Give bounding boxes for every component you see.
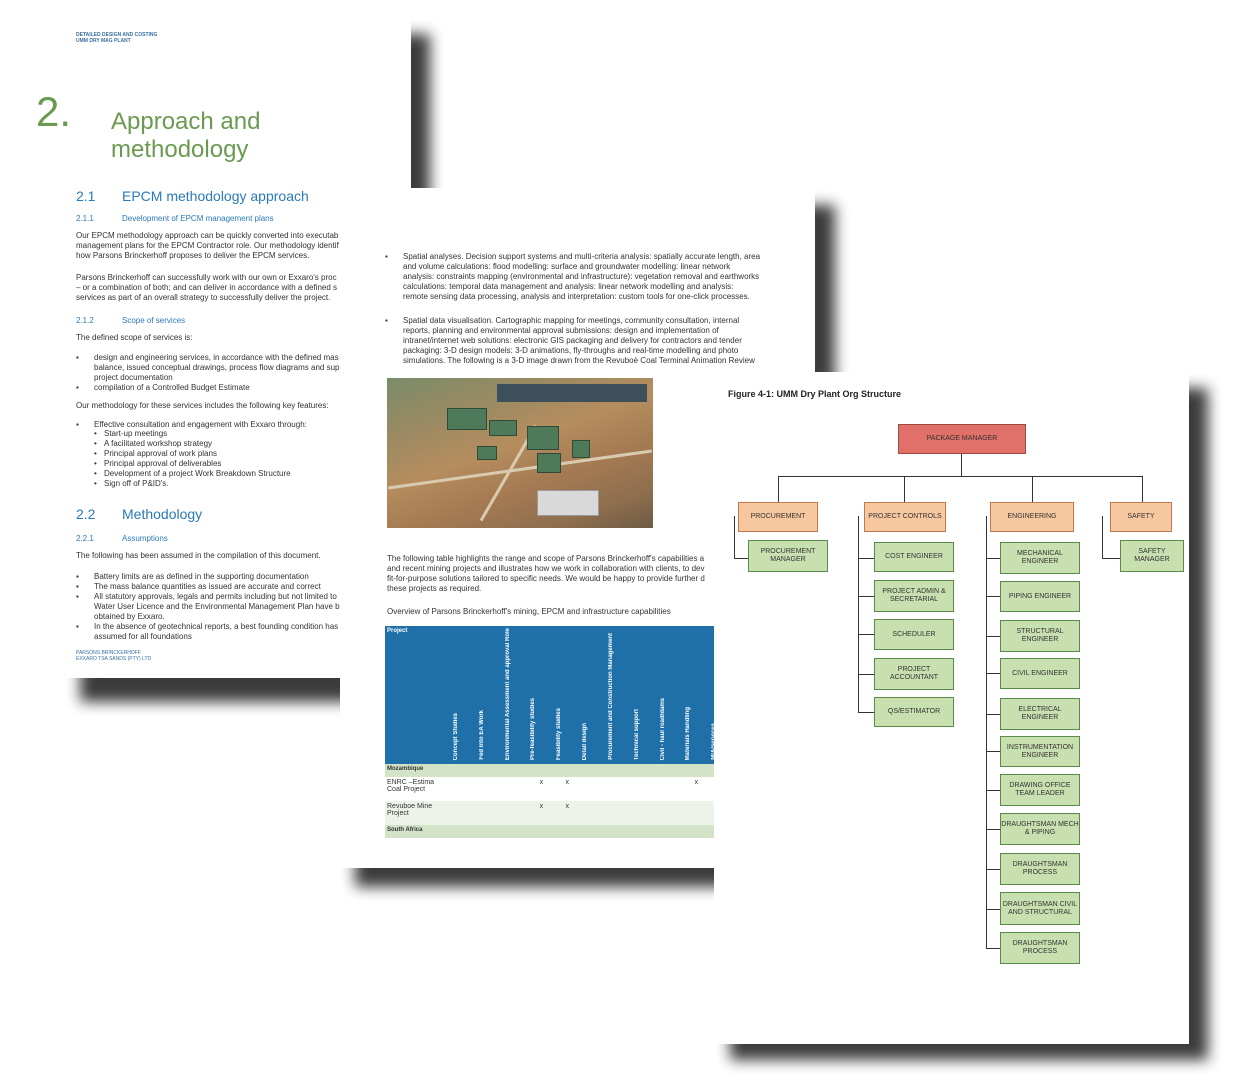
- org-box-engineering: ENGINEERING: [990, 502, 1074, 532]
- table-header-row: [385, 626, 761, 764]
- org-box-scheduler: SCHEDULER: [874, 619, 954, 650]
- paragraph: Our methodology for these services includes the following key features:: [76, 401, 329, 410]
- capabilities-table: [385, 626, 761, 838]
- 3d-site-render-image: [387, 378, 653, 528]
- org-box-instrumentation-engineer: INSTRUMENTATION ENGINEER: [1000, 736, 1080, 767]
- org-box-civil-engineer: CIVIL ENGINEER: [1000, 658, 1080, 689]
- org-box-cost-engineer: COST ENGINEER: [874, 542, 954, 572]
- table-group-row: Mozambique: [385, 764, 761, 777]
- table-caption: Overview of Parsons Brinckerhoff's mining, EPCM and infrastructure capabilities: [387, 607, 671, 616]
- section-heading: 2.2 Methodology: [76, 506, 203, 522]
- subsection-heading: 2.1.2 Scope of services: [76, 316, 186, 325]
- org-box-procurement: PROCUREMENT: [738, 502, 818, 532]
- org-box-draughtsman-process: DRAUGHTSMAN PROCESS: [1000, 932, 1080, 964]
- page-header: DETAILED DESIGN AND COSTING UMM DRY MAG PLANT: [76, 32, 158, 44]
- document-page-3: [714, 372, 1189, 1044]
- chapter-title: Approach and methodology: [111, 108, 261, 163]
- table-header: Civil - haul road/dams: [658, 626, 684, 764]
- org-box-safety-manager: SAFETY MANAGER: [1120, 540, 1184, 572]
- org-box-project-accountant: PROJECT ACCOUNTANT: [874, 658, 954, 690]
- page-footer: PARSONS BRINCKERHOFF EXXARO TSA SANDS (PTY) LTD: [76, 650, 152, 662]
- org-box-project-admin: PROJECT ADMIN & SECRETARIAL: [874, 580, 954, 612]
- org-box-procurement-manager: PROCUREMENT MANAGER: [748, 540, 828, 572]
- org-box-draughtsman-process: DRAUGHTSMAN PROCESS: [1000, 853, 1080, 885]
- bullet-item: ▪ Spatial analyses. Decision support systems and multi-criteria analysis: spatially accurate length, area and volume calculations: flood modelling: surface and groundwater modelling: linear network analysis: constraints mapping (environmental and infrastructure): vegetation removal and earthworks calculations: temporal data management and analysis: linear network modelling and analysis: remote sensing data processing, analysis and interpretation: custom tools for one-click processes.: [385, 252, 761, 301]
- table-header: Technical support: [632, 626, 658, 764]
- table-row: Revuboe Mine Project x x: [385, 801, 761, 825]
- bullet-list: ▪ design and engineering services, in accordance with the defined mas balance, issued conceptual drawings, process flow diagrams and sup project documentation ▪ compilation of a Controlled Budget Estimate: [76, 353, 340, 392]
- org-box-piping-engineer: PIPING ENGINEER: [1000, 581, 1080, 612]
- org-box-project-controls: PROJECT CONTROLS: [864, 502, 946, 532]
- bullet-item: ▪ Spatial data visualisation. Cartographic mapping for meetings, community consultation, internal reports, planning and environmental approval submissions: design and implementation of intranet/internet web solutions: electronic GIS packaging and delivery for contractors and tender packaging: 3-D design models: 3-D animations, fly-throughs and real-time modelling and photo simulations. The following is a 3-D image drawn from the Revuboè Coal Terminal Animation Review: [385, 316, 755, 365]
- paragraph: The defined scope of services is:: [76, 333, 193, 342]
- table-row: ENRC –Estima Coal Project x x x: [387, 779, 699, 794]
- bullet-list: ▪ Battery limits are as defined in the supporting documentation ▪ The mass balance quantities as issued are accurate and correct ▪ All statutory approvals, legals and permits including but not limited to Water User Licence and the Environmental Management Plan have b obtained by Exxaro. ▪ In the absence of geotechnical reports, a best founding condition has assumed for all foundations: [76, 572, 340, 641]
- org-box-drawing-office-team-leader: DRAWING OFFICE TEAM LEADER: [1000, 774, 1080, 806]
- table-header: Materials Handling: [683, 626, 709, 764]
- sub-bullet-list: • Start-up meetings • A facilitated workshop strategy • Principal approval of work plans • Principal approval of deliverables • Development of a project Work Breakdown Structure • Sign off of P&ID's.: [94, 429, 291, 488]
- org-box-structural-engineer: STRUCTURAL ENGINEER: [1000, 620, 1080, 652]
- section-heading: 2.1 EPCM methodology approach: [76, 188, 309, 204]
- bullet-list: ▪ Effective consultation and engagement with Exxaro through:: [76, 420, 307, 429]
- paragraph: The following has been assumed in the compilation of this document.: [76, 551, 321, 560]
- org-box-qs-estimator: QS/ESTIMATOR: [874, 697, 954, 727]
- chapter-number: 2.: [36, 88, 72, 135]
- subsection-heading: 2.1.1 Development of EPCM management plans: [76, 214, 274, 223]
- paragraph: Parsons Brinckerhoff can successfully work with our own or Exxaro's proc – or a combination of both; and can deliver in accordance with a defined s services as part of an overall strategy to successfully deliver the project.: [76, 273, 338, 302]
- paragraph: The following table highlights the range and scope of Parsons Brinckerhoff's capabilities a and recent mining projects and illustrates how we work in collaboration with clients, to dev fit-for-purpose solutions tailored to specific needs. We would be happy to provide further d these projects as required.: [387, 554, 705, 593]
- table-group-row: South Africa: [385, 825, 761, 838]
- table-header: Detail design: [580, 626, 606, 764]
- table-header: Environmental Assessment and approval Role: [503, 626, 529, 764]
- table-header: Feasibility studies: [554, 626, 580, 764]
- subsection-heading: 2.2.1 Assumptions: [76, 534, 168, 543]
- org-box-safety: SAFETY: [1110, 502, 1172, 532]
- table-header: Procurement and Construction Management: [606, 626, 632, 764]
- org-box-mechanical-engineer: MECHANICAL ENGINEER: [1000, 542, 1080, 574]
- org-box-package-manager: PACKAGE MANAGER: [898, 424, 1026, 454]
- figure-title: Figure 4-1: UMM Dry Plant Org Structure: [728, 389, 902, 399]
- table-header: Pre-feasibility studies: [528, 626, 554, 764]
- org-box-electrical-engineer: ELECTRICAL ENGINEER: [1000, 698, 1080, 730]
- table-header: Fed into EA Work: [477, 626, 503, 764]
- table-header-project: Project: [385, 626, 451, 764]
- org-box-draughtsman-civil-structural: DRAUGHTSMAN CIVIL AND STRUCTURAL: [1000, 892, 1080, 925]
- table-header: Concept Studies: [451, 626, 477, 764]
- org-box-draughtsman-mech-piping: DRAUGHTSMAN MECH & PIPING: [1000, 813, 1080, 845]
- paragraph: Our EPCM methodology approach can be quickly converted into executab management plans for the EPCM Contractor role. Our methodology identif how Parsons Brinckerhoff proposes to deliver the EPCM services.: [76, 231, 339, 260]
